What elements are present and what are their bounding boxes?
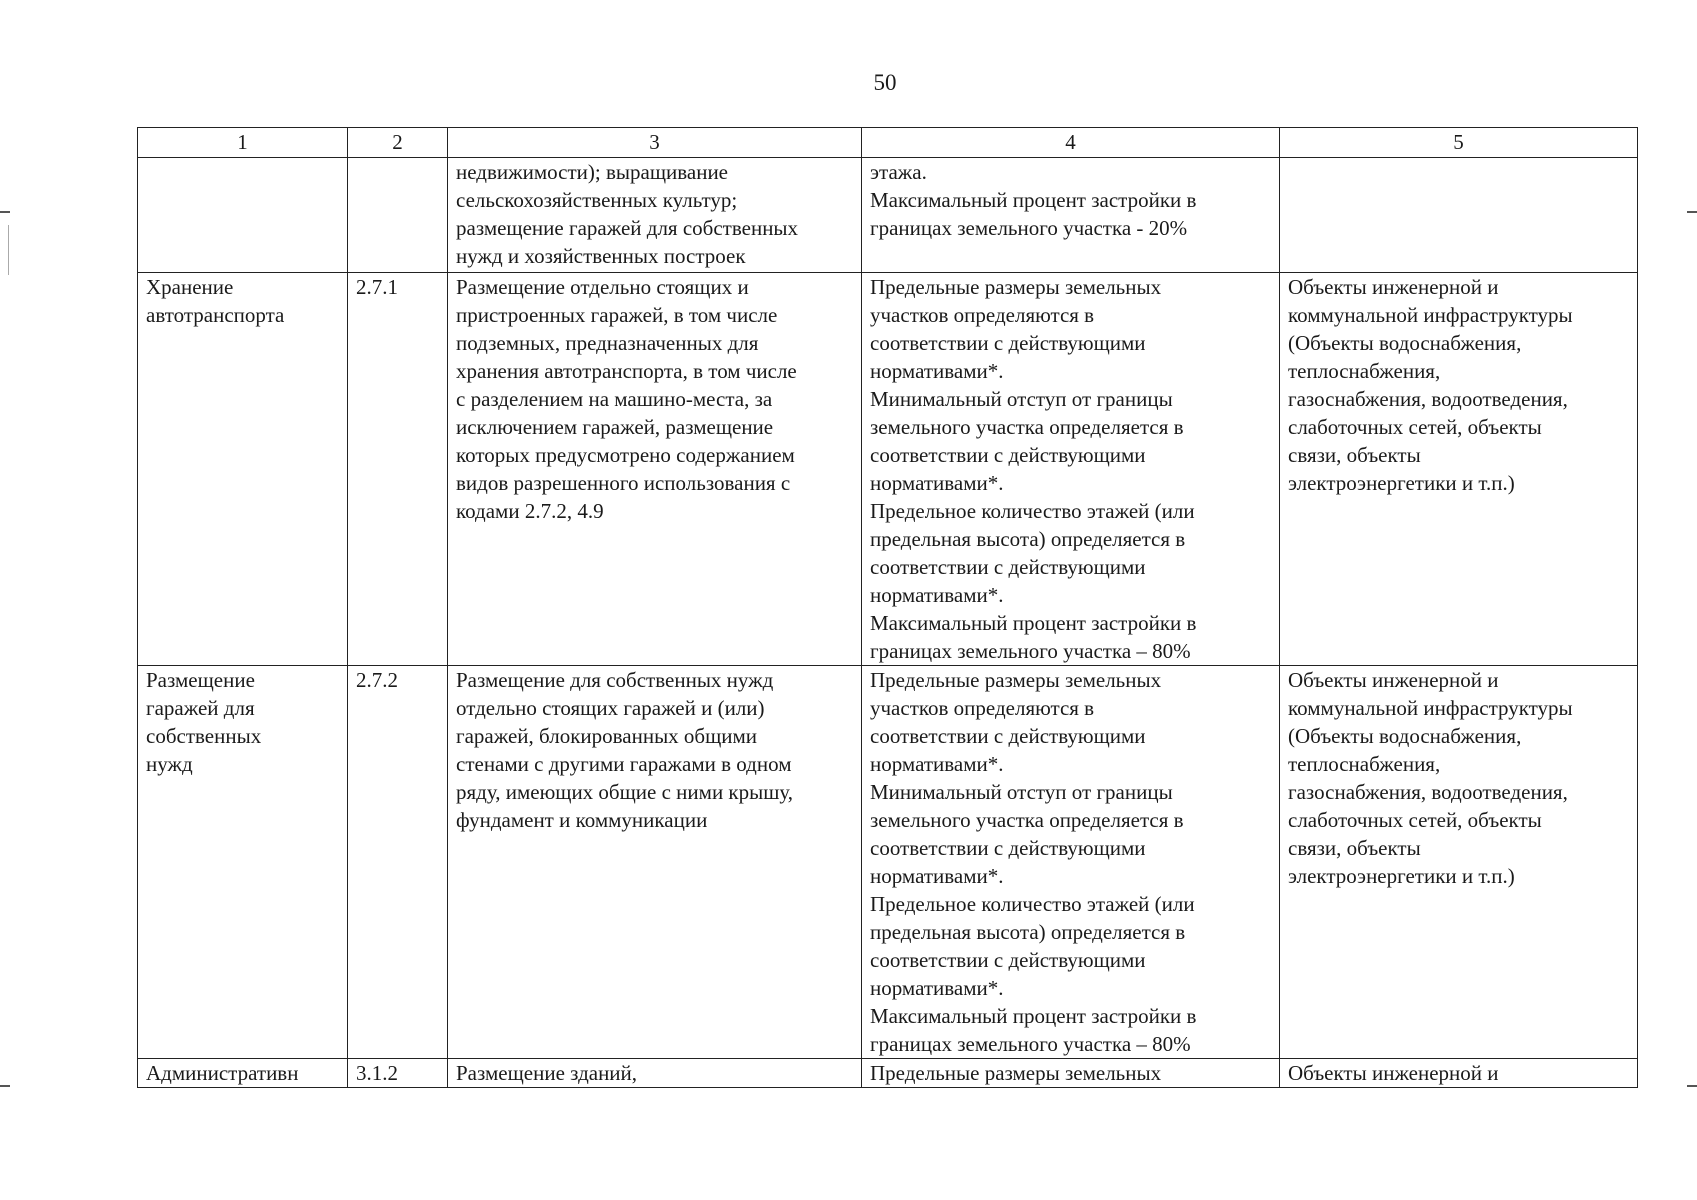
cell-text-line: пристроенных гаражей, в том числе bbox=[456, 303, 778, 327]
cell-text-line: Объекты инженерной и bbox=[1288, 275, 1499, 299]
cell-text-line: газоснабжения, водоотведения, bbox=[1288, 780, 1568, 804]
cell-text-line: связи, объекты bbox=[1288, 443, 1421, 467]
table-row bbox=[138, 666, 1638, 1059]
cell-text-line: с разделением на машино-места, за bbox=[456, 387, 773, 411]
cell-text-line: Минимальный отступ от границы bbox=[870, 387, 1173, 411]
cell-text-line: нормативами*. bbox=[870, 752, 1004, 776]
cell-name bbox=[138, 273, 348, 666]
cell-parameters bbox=[862, 1059, 1280, 1088]
cell-auxiliary bbox=[1280, 273, 1638, 666]
cell-text-line: Размещение bbox=[146, 668, 255, 692]
header-col-2: 2 bbox=[348, 128, 448, 158]
cell-text-line: Максимальный процент застройки в bbox=[870, 188, 1197, 212]
cell-text-line: которых предусмотрено содержанием bbox=[456, 443, 795, 467]
cell-text-line: Предельные размеры земельных bbox=[870, 1061, 1162, 1085]
cell-text-line: Объекты инженерной и bbox=[1288, 668, 1499, 692]
cell-text-line: Максимальный процент застройки в bbox=[870, 1004, 1197, 1028]
cell-text-line: стенами с другими гаражами в одном bbox=[456, 752, 792, 776]
cell-text-line: Объекты инженерной и bbox=[1288, 1061, 1499, 1085]
cell-text-line: собственных bbox=[146, 724, 262, 748]
cell-text-line: фундамент и коммуникации bbox=[456, 808, 708, 832]
cell-code: 2.7.2 bbox=[348, 666, 448, 1059]
cell-text-line: предельная высота) определяется в bbox=[870, 920, 1186, 944]
cell-parameters bbox=[862, 666, 1280, 1059]
cell-text-line: отдельно стоящих гаражей и (или) bbox=[456, 696, 765, 720]
cell-text-line: границах земельного участка - 20% bbox=[870, 216, 1188, 240]
cell-text-line: нормативами*. bbox=[870, 976, 1004, 1000]
cell-text-line: ряду, имеющих общие с ними крышу, bbox=[456, 780, 794, 804]
cell-text-line: газоснабжения, водоотведения, bbox=[1288, 387, 1568, 411]
cell-text-line: Минимальный отступ от границы bbox=[870, 780, 1173, 804]
cell-description bbox=[448, 273, 862, 666]
cell-text-line: Предельное количество этажей (или bbox=[870, 892, 1195, 916]
cell-text-line: Размещение отдельно стоящих и bbox=[456, 275, 749, 299]
cell-text-line: гаражей для bbox=[146, 696, 255, 720]
cell-code: 3.1.2 bbox=[348, 1059, 448, 1088]
cell-text-line: слаботочных сетей, объекты bbox=[1288, 415, 1542, 439]
cell-text-line: соответствии с действующими bbox=[870, 331, 1146, 355]
cell-text-line: участков определяются в bbox=[870, 303, 1095, 327]
cell-description bbox=[448, 1059, 862, 1088]
scan-margin-mark bbox=[0, 211, 10, 213]
cell-text-line: слаботочных сетей, объекты bbox=[1288, 808, 1542, 832]
scan-margin-mark bbox=[1687, 1085, 1697, 1087]
cell-text-line: кодами 2.7.2, 4.9 bbox=[456, 499, 604, 523]
cell-text-line: Хранение bbox=[146, 275, 234, 299]
cell-text-line: Предельные размеры земельных bbox=[870, 668, 1162, 692]
cell-text-line: сельскохозяйственных культур; bbox=[456, 188, 738, 212]
cell-text-line: коммунальной инфраструктуры bbox=[1288, 696, 1573, 720]
cell-text-line: земельного участка определяется в bbox=[870, 415, 1184, 439]
cell-text-line: соответствии с действующими bbox=[870, 555, 1146, 579]
cell-text-line: Максимальный процент застройки в bbox=[870, 611, 1197, 635]
cell-text-line: соответствии с действующими bbox=[870, 724, 1146, 748]
cell-code bbox=[348, 158, 448, 273]
cell-auxiliary bbox=[1280, 1059, 1638, 1088]
cell-text-line: Предельное количество этажей (или bbox=[870, 499, 1195, 523]
cell-parameters bbox=[862, 273, 1280, 666]
cell-description bbox=[448, 666, 862, 1059]
cell-text-line: нормативами*. bbox=[870, 359, 1004, 383]
cell-text-line: недвижимости); выращивание bbox=[456, 160, 729, 184]
cell-auxiliary bbox=[1280, 158, 1638, 273]
header-row bbox=[138, 128, 1638, 158]
cell-text-line: видов разрешенного использования с bbox=[456, 471, 791, 495]
cell-text-line: электроэнергетики и т.п.) bbox=[1288, 471, 1515, 495]
cell-text-line: этажа. bbox=[870, 160, 927, 184]
table-row-continuation bbox=[138, 158, 1638, 273]
cell-text-line: (Объекты водоснабжения, bbox=[1288, 724, 1522, 748]
cell-text-line: соответствии с действующими bbox=[870, 443, 1146, 467]
cell-text-line: Размещение для собственных нужд bbox=[456, 668, 774, 692]
header-col-5: 5 bbox=[1280, 128, 1638, 158]
cell-code: 2.7.1 bbox=[348, 273, 448, 666]
header-col-3: 3 bbox=[448, 128, 862, 158]
table-row bbox=[138, 1059, 1638, 1088]
cell-text-line: земельного участка определяется в bbox=[870, 808, 1184, 832]
page-number: 50 bbox=[873, 70, 897, 95]
cell-text-line: соответствии с действующими bbox=[870, 836, 1146, 860]
cell-text-line: теплоснабжения, bbox=[1288, 752, 1441, 776]
cell-text-line: коммунальной инфраструктуры bbox=[1288, 303, 1573, 327]
cell-text-line: (Объекты водоснабжения, bbox=[1288, 331, 1522, 355]
cell-text-line: Предельные размеры земельных bbox=[870, 275, 1162, 299]
cell-auxiliary bbox=[1280, 666, 1638, 1059]
table-header bbox=[138, 128, 1638, 158]
cell-parameters bbox=[862, 158, 1280, 273]
cell-text-line: нужд bbox=[146, 752, 193, 776]
header-col-4: 4 bbox=[862, 128, 1280, 158]
cell-text-line: теплоснабжения, bbox=[1288, 359, 1441, 383]
cell-text-line: подземных, предназначенных для bbox=[456, 331, 759, 355]
cell-text-line: нормативами*. bbox=[870, 471, 1004, 495]
cell-text-line: нормативами*. bbox=[870, 583, 1004, 607]
cell-name bbox=[138, 158, 348, 273]
cell-text-line: исключением гаражей, размещение bbox=[456, 415, 774, 439]
scan-margin-mark bbox=[1687, 211, 1697, 213]
cell-text-line: нормативами*. bbox=[870, 864, 1004, 888]
header-col-1: 1 bbox=[138, 128, 348, 158]
cell-text-line: размещение гаражей для собственных bbox=[456, 216, 799, 240]
cell-text-line: Размещение зданий, bbox=[456, 1061, 638, 1085]
cell-text-line: соответствии с действующими bbox=[870, 948, 1146, 972]
cell-text-line: автотранспорта bbox=[146, 303, 285, 327]
cell-text-line: хранения автотранспорта, в том числе bbox=[456, 359, 797, 383]
cell-name bbox=[138, 666, 348, 1059]
cell-text-line: границах земельного участка – 80% bbox=[870, 1032, 1191, 1056]
table-row bbox=[138, 273, 1638, 666]
scan-margin-mark bbox=[8, 225, 9, 275]
cell-description bbox=[448, 158, 862, 273]
zoning-table bbox=[137, 127, 1638, 1088]
cell-text-line: электроэнергетики и т.п.) bbox=[1288, 864, 1515, 888]
cell-text-line: Административн bbox=[146, 1061, 299, 1085]
cell-name bbox=[138, 1059, 348, 1088]
cell-text-line: границах земельного участка – 80% bbox=[870, 639, 1191, 663]
cell-text-line: гаражей, блокированных общими bbox=[456, 724, 758, 748]
cell-text-line: участков определяются в bbox=[870, 696, 1095, 720]
cell-text-line: предельная высота) определяется в bbox=[870, 527, 1186, 551]
cell-text-line: связи, объекты bbox=[1288, 836, 1421, 860]
scan-margin-mark bbox=[0, 1085, 10, 1087]
cell-text-line: нужд и хозяйственных построек bbox=[456, 244, 746, 268]
